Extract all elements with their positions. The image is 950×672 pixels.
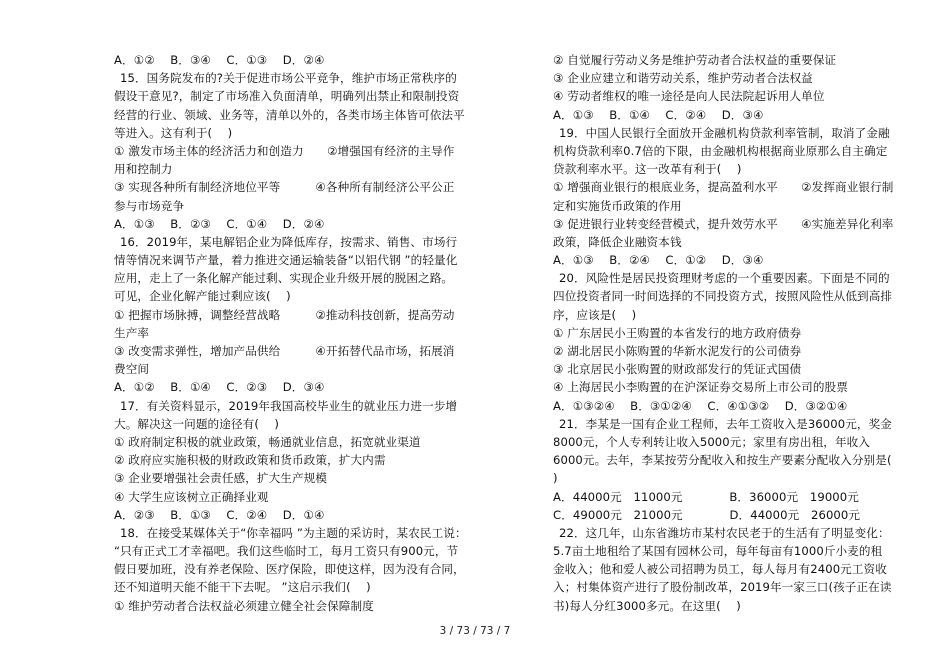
text-line: ③ 企业应建立和谐劳动关系，维护劳动者合法权益: [553, 71, 813, 86]
text-line: 6000元。去年，李某按劳分配收入和按生产要素分配收入分别是(: [553, 453, 892, 468]
text-line: 17．有关资料显示，2019年我国高校毕业生的就业压力进一步增: [120, 398, 458, 413]
text-line: 政策，降低企业融资本钱: [553, 234, 682, 249]
text-line: 15．国务院发布的?关于促进市场公平竞争，维护市场正常秩序的: [120, 71, 457, 86]
text-line: 5.7亩土地租给了某国有园林公司，每年每亩有1000斤小麦的租: [553, 544, 883, 559]
text-line: 定和实施货币政策的作用: [553, 198, 682, 213]
text-line: 经营的行业、领域、业务等，清单以外的，各类市场主体皆可依法平: [114, 107, 465, 122]
text-line: A．①② B．①④ C．②③ D．③④: [114, 380, 325, 395]
text-line: ① 广东居民小王购置的本省发行的地方政府债券: [553, 325, 802, 340]
text-line: A．①② B．③④ C．①③ D．②④: [114, 53, 325, 67]
text-line: A．①③ B．②④ C．①② D．③④: [553, 253, 764, 268]
text-line: ② 湖北居民小陈购置的华新水泥发行的公司债券: [553, 344, 802, 358]
text-line: 可见，企业化解产能过剩应该( ): [114, 289, 291, 304]
text-line: 序，应该是( ): [553, 307, 637, 322]
text-line: 22．这几年，山东省潍坊市某村农民老于的生活有了明显变化：: [559, 525, 890, 540]
text-line: ③ 促进银行业转变经营模式，提升效劳水平 ④实施差异化利率: [553, 216, 894, 231]
text-line: 等进入。这有利于( ): [114, 125, 233, 140]
text-line: 20．风险性是居民投资理财考虑的一个重要因素。下面是不同的: [559, 271, 890, 286]
text-line: 机构贷款利率0.7倍的下限，由金融机构根据商业原那么自主确定: [553, 143, 888, 158]
text-line: A．②③ B．①③ C．②④ D．①④: [114, 507, 325, 522]
text-line: ① 增强商业银行的根底业务，提高盈利水平 ②发挥商业银行制: [553, 180, 894, 195]
text-line: 16．2019年，某电解铝企业为降低库存，按需求、销售、市场行: [120, 234, 458, 249]
text-line: ④ 上海居民小李购置的在沪深证券交易所上市公司的股票: [553, 380, 848, 395]
text-line: 21．李某是一国有企业工程师，去年工资收入是36000元，奖金: [559, 416, 892, 431]
right-column: [553, 51, 908, 615]
text-line: ② 自觉履行劳动义务是维护劳动者合法权益的重要保证: [553, 53, 837, 67]
text-line: ③ 改变需求弹性，增加产品供给 ④开拓替代品市场，拓展消: [114, 344, 455, 358]
text-line: 参与市场竞争: [114, 198, 185, 213]
text-line: 19．中国人民银行全面放开金融机构贷款利率管制，取消了金融: [559, 125, 890, 140]
text-line: ④ 大学生应该树立正确择业观: [114, 489, 269, 504]
text-line: ③ 实现各种所有制经济地位平等 ④各种所有制经济公平公正: [114, 180, 455, 195]
text-line: ① 政府制定积极的就业政策，畅通就业信息，拓宽就业渠道: [114, 434, 421, 449]
text-line: 书)每人分红3000多元。在这里( ): [553, 598, 741, 613]
text-line: “只有正式工才幸福吧。我们这些临时工，每月工资只有900元，节: [114, 544, 459, 559]
text-line: ① 维护劳动者合法权益必须建立健全社会保障制度: [114, 598, 374, 613]
text-line: 贷款利率水平。这一改革有利于( ): [553, 162, 742, 177]
text-line: 大。解决这一问题的途径有( ): [114, 416, 280, 431]
text-line: ④ 劳动者维权的唯一途径是向人民法院起诉用人单位: [553, 89, 825, 104]
text-line: 生产率: [114, 325, 150, 340]
text-line: A．①③②④ B．③①②④ C．④①③② D．③②①④: [553, 398, 848, 413]
text-line: 假设干意见?，制定了市场准入负面清单，明确列出禁止和限制投资: [114, 89, 460, 104]
text-line: 假日要加班，没有养老保险、医疗保险，即使这样，因为没有合同，: [114, 562, 465, 577]
text-line: 入；村集体资产进行了股份制改革，2019年一家三口(孩子正在读: [553, 580, 892, 595]
text-line: ③ 北京居民小张购置的财政部发行的凭证式国债: [553, 362, 802, 377]
text-line: 还不知道明天能不能干下去呢。 ”这启示我们( ): [114, 580, 371, 595]
page-footer: 3 / 73 / 73 / 7: [439, 625, 511, 637]
text-line: ③ 企业要增强社会责任感，扩大生产规模: [114, 471, 328, 486]
text-line: 费空间: [114, 362, 150, 377]
text-line: A．①③ B．①④ C．②④ D．③④: [553, 107, 764, 122]
text-line: ① 把握市场脉搏，调整经营战略 ②推动科技创新，提高劳动: [114, 307, 455, 322]
text-line: C．49000元 21000元 D．44000元 26000元: [553, 507, 861, 522]
text-line: 用和控制力: [114, 162, 173, 177]
text-line: ① 激发市场主体的经济活力和创造力 ②增强国有经济的主导作: [114, 143, 455, 158]
text-line: ② 政府应实施积极的财政政策和货币政策，扩大内需: [114, 453, 386, 468]
text-line: 四位投资者同一时间选择的不同投资方式，按照风险性从低到高排: [553, 289, 893, 304]
text-line: 8000元，个人专利转让收入5000元；家里有房出租，年收入: [553, 434, 871, 449]
text-line: A．44000元 11000元 B．36000元 19000元: [553, 489, 859, 504]
text-line: 18．在接受某媒体关于“你幸福吗 ”为主题的采访时，某农民工说：: [120, 525, 467, 540]
text-line: ): [553, 471, 558, 486]
left-column: [114, 51, 469, 615]
text-line: 应用，走上了一条化解产能过剩、实现企业升级开展的脱困之路。: [114, 271, 454, 286]
text-line: A．①③ B．②③ C．①④ D．②④: [114, 216, 325, 231]
text-line: 金收入；他和爱人被公司招聘为员工，每人每月有2400元工资收: [553, 562, 887, 577]
text-line: 情等情况来调节产量，着力推进交通运输装备“以铝代钢 ”的轻量化: [114, 253, 458, 268]
